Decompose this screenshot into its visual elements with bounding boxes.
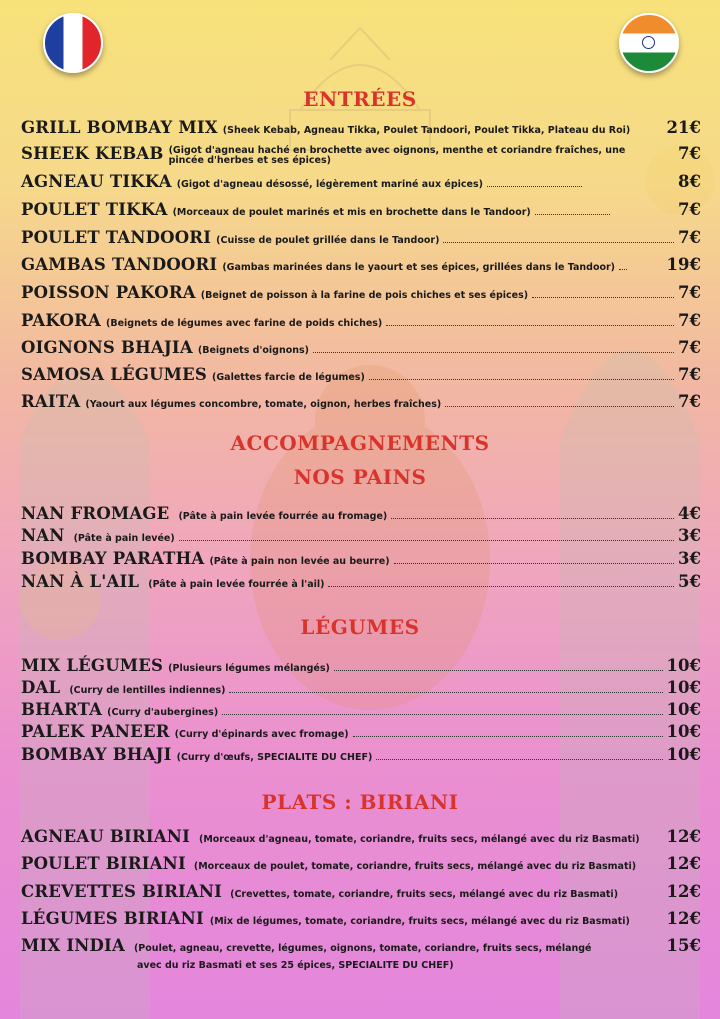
menu-item <box>21 255 701 277</box>
menu-item <box>21 144 701 166</box>
item-price: 10€ <box>666 722 701 741</box>
section-title-entrees: ENTRÉES <box>303 87 417 111</box>
menu-item <box>21 854 701 876</box>
item-description: (Pâte à pain non levée au beurre) <box>209 556 390 567</box>
item-description: (Gigot d'agneau désossé, légèrement mariné aux épices) <box>176 179 483 190</box>
french-flag-icon <box>43 13 103 73</box>
item-name: BHARTA <box>21 700 103 719</box>
item-name: GAMBAS TANDOORI <box>21 255 218 274</box>
item-name: MIX LÉGUMES <box>21 656 164 675</box>
item-price: 12€ <box>666 854 701 873</box>
item-price: 12€ <box>666 882 701 901</box>
menu-item <box>21 118 701 140</box>
section-title-plats-biriani: PLATS : BIRIANI <box>261 790 459 814</box>
item-description: (Curry d'œufs, SPECIALITE DU CHEF) <box>176 752 373 763</box>
item-price: 7€ <box>678 144 701 163</box>
item-price: 3€ <box>678 526 701 545</box>
menu-item <box>21 338 701 360</box>
item-description: (Gigot d'agneau haché en brochette avec oignons, menthe et coriandre fraîches, une pincée d'herbes et ses épices) <box>168 145 626 166</box>
item-price: 8€ <box>678 172 701 191</box>
menu-item <box>21 572 701 594</box>
item-description: (Pâte à pain levée) <box>73 533 175 544</box>
section-title-accompagnements: ACCOMPAGNEMENTS <box>230 431 490 455</box>
menu-item <box>21 745 701 767</box>
item-description: (Mix de légumes, tomate, coriandre, fruits secs, mélangé avec du riz Basmati) <box>209 916 630 927</box>
item-price: 12€ <box>666 909 701 928</box>
item-description: (Plusieurs légumes mélangés) <box>168 663 330 674</box>
item-description: (Morceaux de poulet, tomate, coriandre, fruits secs, mélangé avec du riz Basmati) <box>193 861 637 872</box>
section-title-nos-pains: NOS PAINS <box>293 465 427 489</box>
item-description: (Curry d'épinards avec fromage) <box>174 729 349 740</box>
menu-item <box>21 228 701 250</box>
menu-item <box>21 882 701 904</box>
item-description: (Beignet de poisson à la farine de pois chiches et ses épices) <box>200 290 529 301</box>
item-description: (Beignets de légumes avec farine de poids chiches) <box>106 318 383 329</box>
menu-item <box>21 549 701 571</box>
item-name: AGNEAU BIRIANI <box>21 827 190 846</box>
menu-item <box>21 392 701 414</box>
item-name: OIGNONS BHAJIA <box>21 338 193 357</box>
item-name: SAMOSA LÉGUMES <box>21 365 208 384</box>
menu-item <box>21 656 701 678</box>
item-name: PAKORA <box>21 311 101 330</box>
item-name: NAN À L'AIL <box>21 572 140 591</box>
item-price: 12€ <box>666 827 701 846</box>
item-price: 10€ <box>666 700 701 719</box>
item-price: 7€ <box>678 228 701 247</box>
item-name: SHEEK KEBAB <box>21 144 164 163</box>
menu-item <box>21 722 701 744</box>
menu-item <box>21 526 701 548</box>
menu-item <box>21 200 701 222</box>
menu-item <box>21 936 701 958</box>
item-price: 10€ <box>666 656 701 675</box>
item-name: AGNEAU TIKKA <box>21 172 172 191</box>
item-name: POISSON PAKORA <box>21 283 196 302</box>
item-price: 10€ <box>666 745 701 764</box>
item-description: (Gambas marinées dans le yaourt et ses épices, grillées dans le Tandoor) <box>222 262 616 273</box>
item-price: 3€ <box>678 549 701 568</box>
item-name: MIX INDIA <box>21 936 125 955</box>
item-price: 7€ <box>678 392 701 411</box>
item-description-continued: avec du riz Basmati et ses 25 épices, SPECIALITE DU CHEF) <box>137 960 454 971</box>
item-price: 19€ <box>666 255 701 274</box>
item-description: (Sheek Kebab, Agneau Tikka, Poulet Tandoori, Poulet Tikka, Plateau du Roi) <box>222 125 631 136</box>
item-price: 5€ <box>678 572 701 591</box>
item-description: (Curry de lentilles indiennes) <box>69 685 226 696</box>
item-name: PALEK PANEER <box>21 722 170 741</box>
menu-item <box>21 827 701 849</box>
item-name: CREVETTES BIRIANI <box>21 882 223 901</box>
item-price: 7€ <box>678 338 701 357</box>
item-description: (Cuisse de poulet grillée dans le Tandoor) <box>216 235 440 246</box>
item-name: NAN <box>21 526 65 545</box>
item-description: (Curry d'aubergines) <box>107 707 219 718</box>
item-name: GRILL BOMBAY MIX <box>21 118 218 137</box>
item-price: 4€ <box>678 504 701 523</box>
item-name: POULET TIKKA <box>21 200 168 219</box>
menu-item <box>21 504 701 526</box>
item-price: 7€ <box>678 311 701 330</box>
indian-flag-icon <box>619 13 679 73</box>
item-name: BOMBAY PARATHA <box>21 549 205 568</box>
item-description: (Crevettes, tomate, coriandre, fruits secs, mélangé avec du riz Basmati) <box>230 889 619 900</box>
item-price: 10€ <box>666 678 701 697</box>
item-price: 15€ <box>666 936 701 955</box>
item-name: BOMBAY BHAJI <box>21 745 172 764</box>
item-description: (Galettes farcie de légumes) <box>212 372 365 383</box>
item-name: LÉGUMES BIRIANI <box>21 909 204 928</box>
menu-item <box>21 700 701 722</box>
item-description: (Morceaux de poulet marinés et mis en brochette dans le Tandoor) <box>172 207 531 218</box>
item-price: 21€ <box>666 118 701 137</box>
item-description: (Yaourt aux légumes concombre, tomate, oignon, herbes fraîches) <box>85 399 442 410</box>
menu-item <box>21 311 701 333</box>
item-name: POULET BIRIANI <box>21 854 186 873</box>
item-name: POULET TANDOORI <box>21 228 212 247</box>
item-price: 7€ <box>678 365 701 384</box>
section-title-legumes: LÉGUMES <box>300 615 420 639</box>
item-description: (Poulet, agneau, crevette, légumes, oignons, tomate, coriandre, fruits secs, mélangé <box>133 943 592 954</box>
menu-item <box>21 909 701 931</box>
menu-item <box>21 172 701 194</box>
item-price: 7€ <box>678 283 701 302</box>
item-name: NAN FROMAGE <box>21 504 170 523</box>
item-description: (Morceaux d'agneau, tomate, coriandre, fruits secs, mélangé avec du riz Basmati) <box>198 834 640 845</box>
item-price: 7€ <box>678 200 701 219</box>
item-description: (Pâte à pain levée fourrée au fromage) <box>178 511 388 522</box>
item-description: (Pâte à pain levée fourrée à l'ail) <box>148 579 325 590</box>
item-name: DAL <box>21 678 61 697</box>
item-name: RAITA <box>21 392 81 411</box>
menu-item <box>21 678 701 700</box>
menu-item <box>21 283 701 305</box>
menu-item <box>21 365 701 387</box>
item-description: (Beignets d'oignons) <box>197 345 309 356</box>
